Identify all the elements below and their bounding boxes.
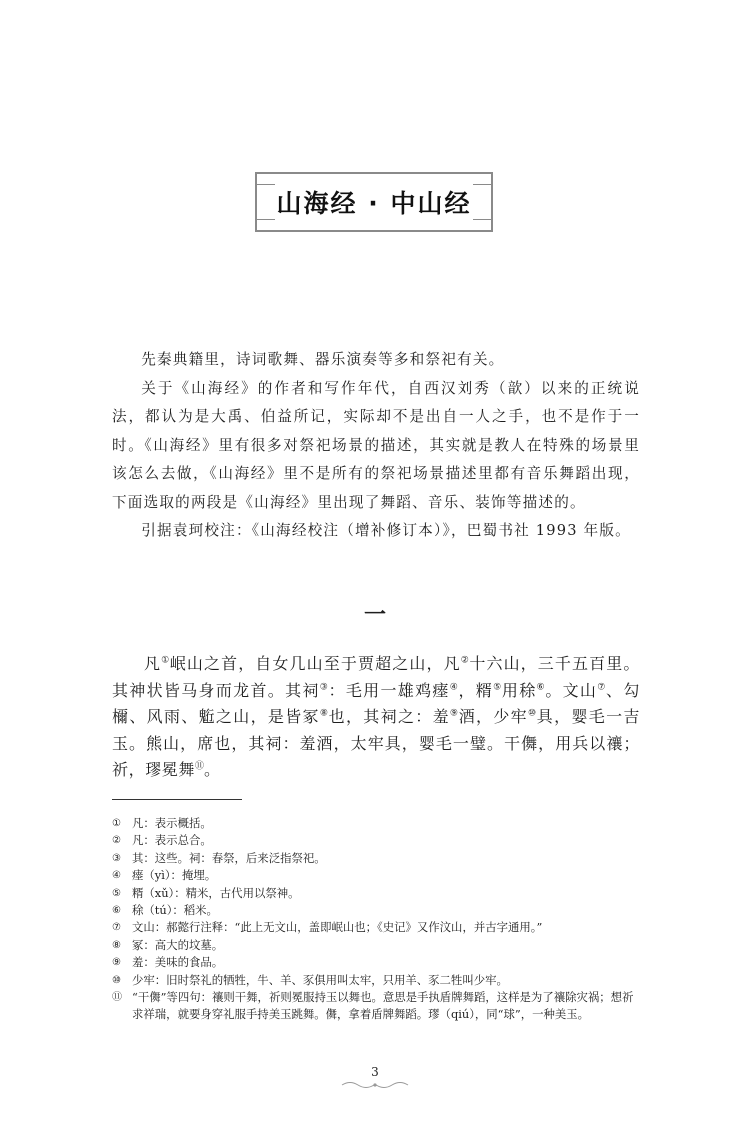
page-number: 3 <box>371 1065 379 1079</box>
footnote-text: 羞：美味的食品。 <box>132 955 224 970</box>
footnote-item <box>112 867 640 884</box>
text-segment: 岷山之首，自女几山至于贾超之山，凡 <box>169 654 461 673</box>
footnote-mark: ⑩ <box>112 974 121 986</box>
text-segment: 也，其祠之：羞 <box>328 707 450 726</box>
footnote-mark: ⑨ <box>112 957 121 969</box>
footnote-item <box>112 954 640 971</box>
footnote-ref[interactable]: ④ <box>449 682 459 693</box>
footnote-mark: ⑥ <box>112 905 121 917</box>
footnote-text: 凡：表示概括。 <box>132 816 212 830</box>
footnotes-list <box>112 815 640 1024</box>
footnote-item <box>112 815 640 832</box>
footnote-item <box>112 972 640 989</box>
text-segment: 、勾檷、风雨、䰢之山，是皆冢 <box>112 680 640 726</box>
footnote-text: 凡：表示总合。 <box>132 833 212 848</box>
classical-passage <box>112 651 640 784</box>
page-ornament-icon <box>340 1080 410 1090</box>
footnote-text: 其：这些。祠：春祭，后来泛指祭祀。 <box>132 850 326 865</box>
footnote-item <box>112 937 640 954</box>
footnote-item <box>112 902 640 919</box>
text-segment: 具，婴毛一吉玉。熊山，席也，其祠：羞酒，太牢具，婴毛一璧。干儛，用兵以禳；祈，璆冕舞 <box>112 707 641 779</box>
footnote-mark: ⑪ <box>112 992 122 1004</box>
footnote-mark: ③ <box>112 852 121 864</box>
footnote-ref[interactable]: ⑪ <box>195 761 205 772</box>
footnote-mark: ④ <box>112 870 121 882</box>
text-segment: 酒，少牢 <box>458 707 528 726</box>
text-segment: 。 <box>204 760 221 779</box>
footnote-text: 少牢：旧时祭礼的牺牲，牛、羊、豕俱用叫太牢，只用羊、豕二牲叫少牢。 <box>132 972 508 987</box>
footnote-item <box>112 919 640 936</box>
footnote-ref[interactable]: ⑤ <box>493 682 502 693</box>
text-segment: 十六山，三千五百里。其神状皆马身而龙首。其祠 <box>112 654 640 700</box>
footnote-item <box>112 989 640 1024</box>
footnote-text: 糈（xǔ）：精米，古代用以祭神。 <box>132 885 300 900</box>
title-inner <box>275 176 473 228</box>
footnote-ref[interactable]: ② <box>460 655 470 666</box>
footnote-text: 文山：郝懿行注释：“此上无文山，盖即岷山也；《史记》又作汶山，并古字通用。” <box>132 920 543 935</box>
footnote-ref[interactable]: ③ <box>319 682 329 693</box>
text-segment: 用稌 <box>501 680 537 700</box>
footnote-item <box>112 832 640 849</box>
footnote-ref[interactable]: ⑧ <box>319 708 329 719</box>
footnote-mark: ② <box>112 835 121 847</box>
footnote-item <box>112 885 640 902</box>
footnote-mark: ⑧ <box>112 939 121 951</box>
footnote-ref[interactable]: ⑩ <box>528 708 537 719</box>
intro-paragraph: 先秦典籍里，诗词歌舞、器乐演奏等多和祭祀有关。 <box>141 351 505 368</box>
footnote-mark: ⑤ <box>112 887 121 899</box>
text-segment: 。文山 <box>545 680 598 700</box>
footnote-ref[interactable]: ⑨ <box>449 708 459 719</box>
text-segment: ，糈 <box>458 680 494 700</box>
footnote-text: 稌（tú）：稻米。 <box>132 903 218 918</box>
chapter-title-frame <box>255 172 493 232</box>
footnote-ref[interactable]: ① <box>161 655 170 666</box>
section-number: 一 <box>363 603 386 628</box>
footnote-ref[interactable]: ⑥ <box>536 682 546 693</box>
footnote-divider <box>112 799 242 800</box>
footnote-text: “干儛”等四句：禳则干舞，祈则冕服持玉以舞也。意思是手执盾牌舞蹈，这样是为了禳除灾祸；想祈求祥瑞，就要身穿礼服手持美玉跳舞。儛，拿着盾牌舞蹈。璆（qiú），同“球”，一种美玉。 <box>132 990 634 1022</box>
footnote-mark: ① <box>112 818 121 829</box>
footnote-mark: ⑦ <box>112 922 121 934</box>
footnote-text: 冢：高大的坟墓。 <box>132 937 224 952</box>
footnote-item <box>112 850 640 867</box>
text-segment: ：毛用一雄鸡瘗 <box>328 680 450 700</box>
intro-paragraph: 引据袁珂校注：《山海经校注（增补修订本）》，巴蜀书社 1993 年版。 <box>141 522 631 539</box>
footnote-text: 瘗（yì）：掩埋。 <box>132 868 217 883</box>
chapter-title: 山海经 · 中山经 <box>276 189 472 218</box>
text-segment: 凡 <box>144 654 162 673</box>
intro-block <box>112 346 640 546</box>
intro-paragraph: 关于《山海经》的作者和写作年代，自西汉刘秀（歆）以来的正统说法，都认为是大禹、伯益所记，实际却不是出自一人之手，也不是作于一时。《山海经》里有很多对祭祀场景的描述，其实就是教人在特殊的场景里该怎么去做，《山海经》里不是所有的祭祀场景描述里都有音乐舞蹈出现，下面选取的两段是《山海经》里出现了舞蹈、音乐、装饰等描述的。 <box>112 379 640 511</box>
main-text <box>112 651 640 784</box>
footnote-ref[interactable]: ⑦ <box>597 682 607 693</box>
